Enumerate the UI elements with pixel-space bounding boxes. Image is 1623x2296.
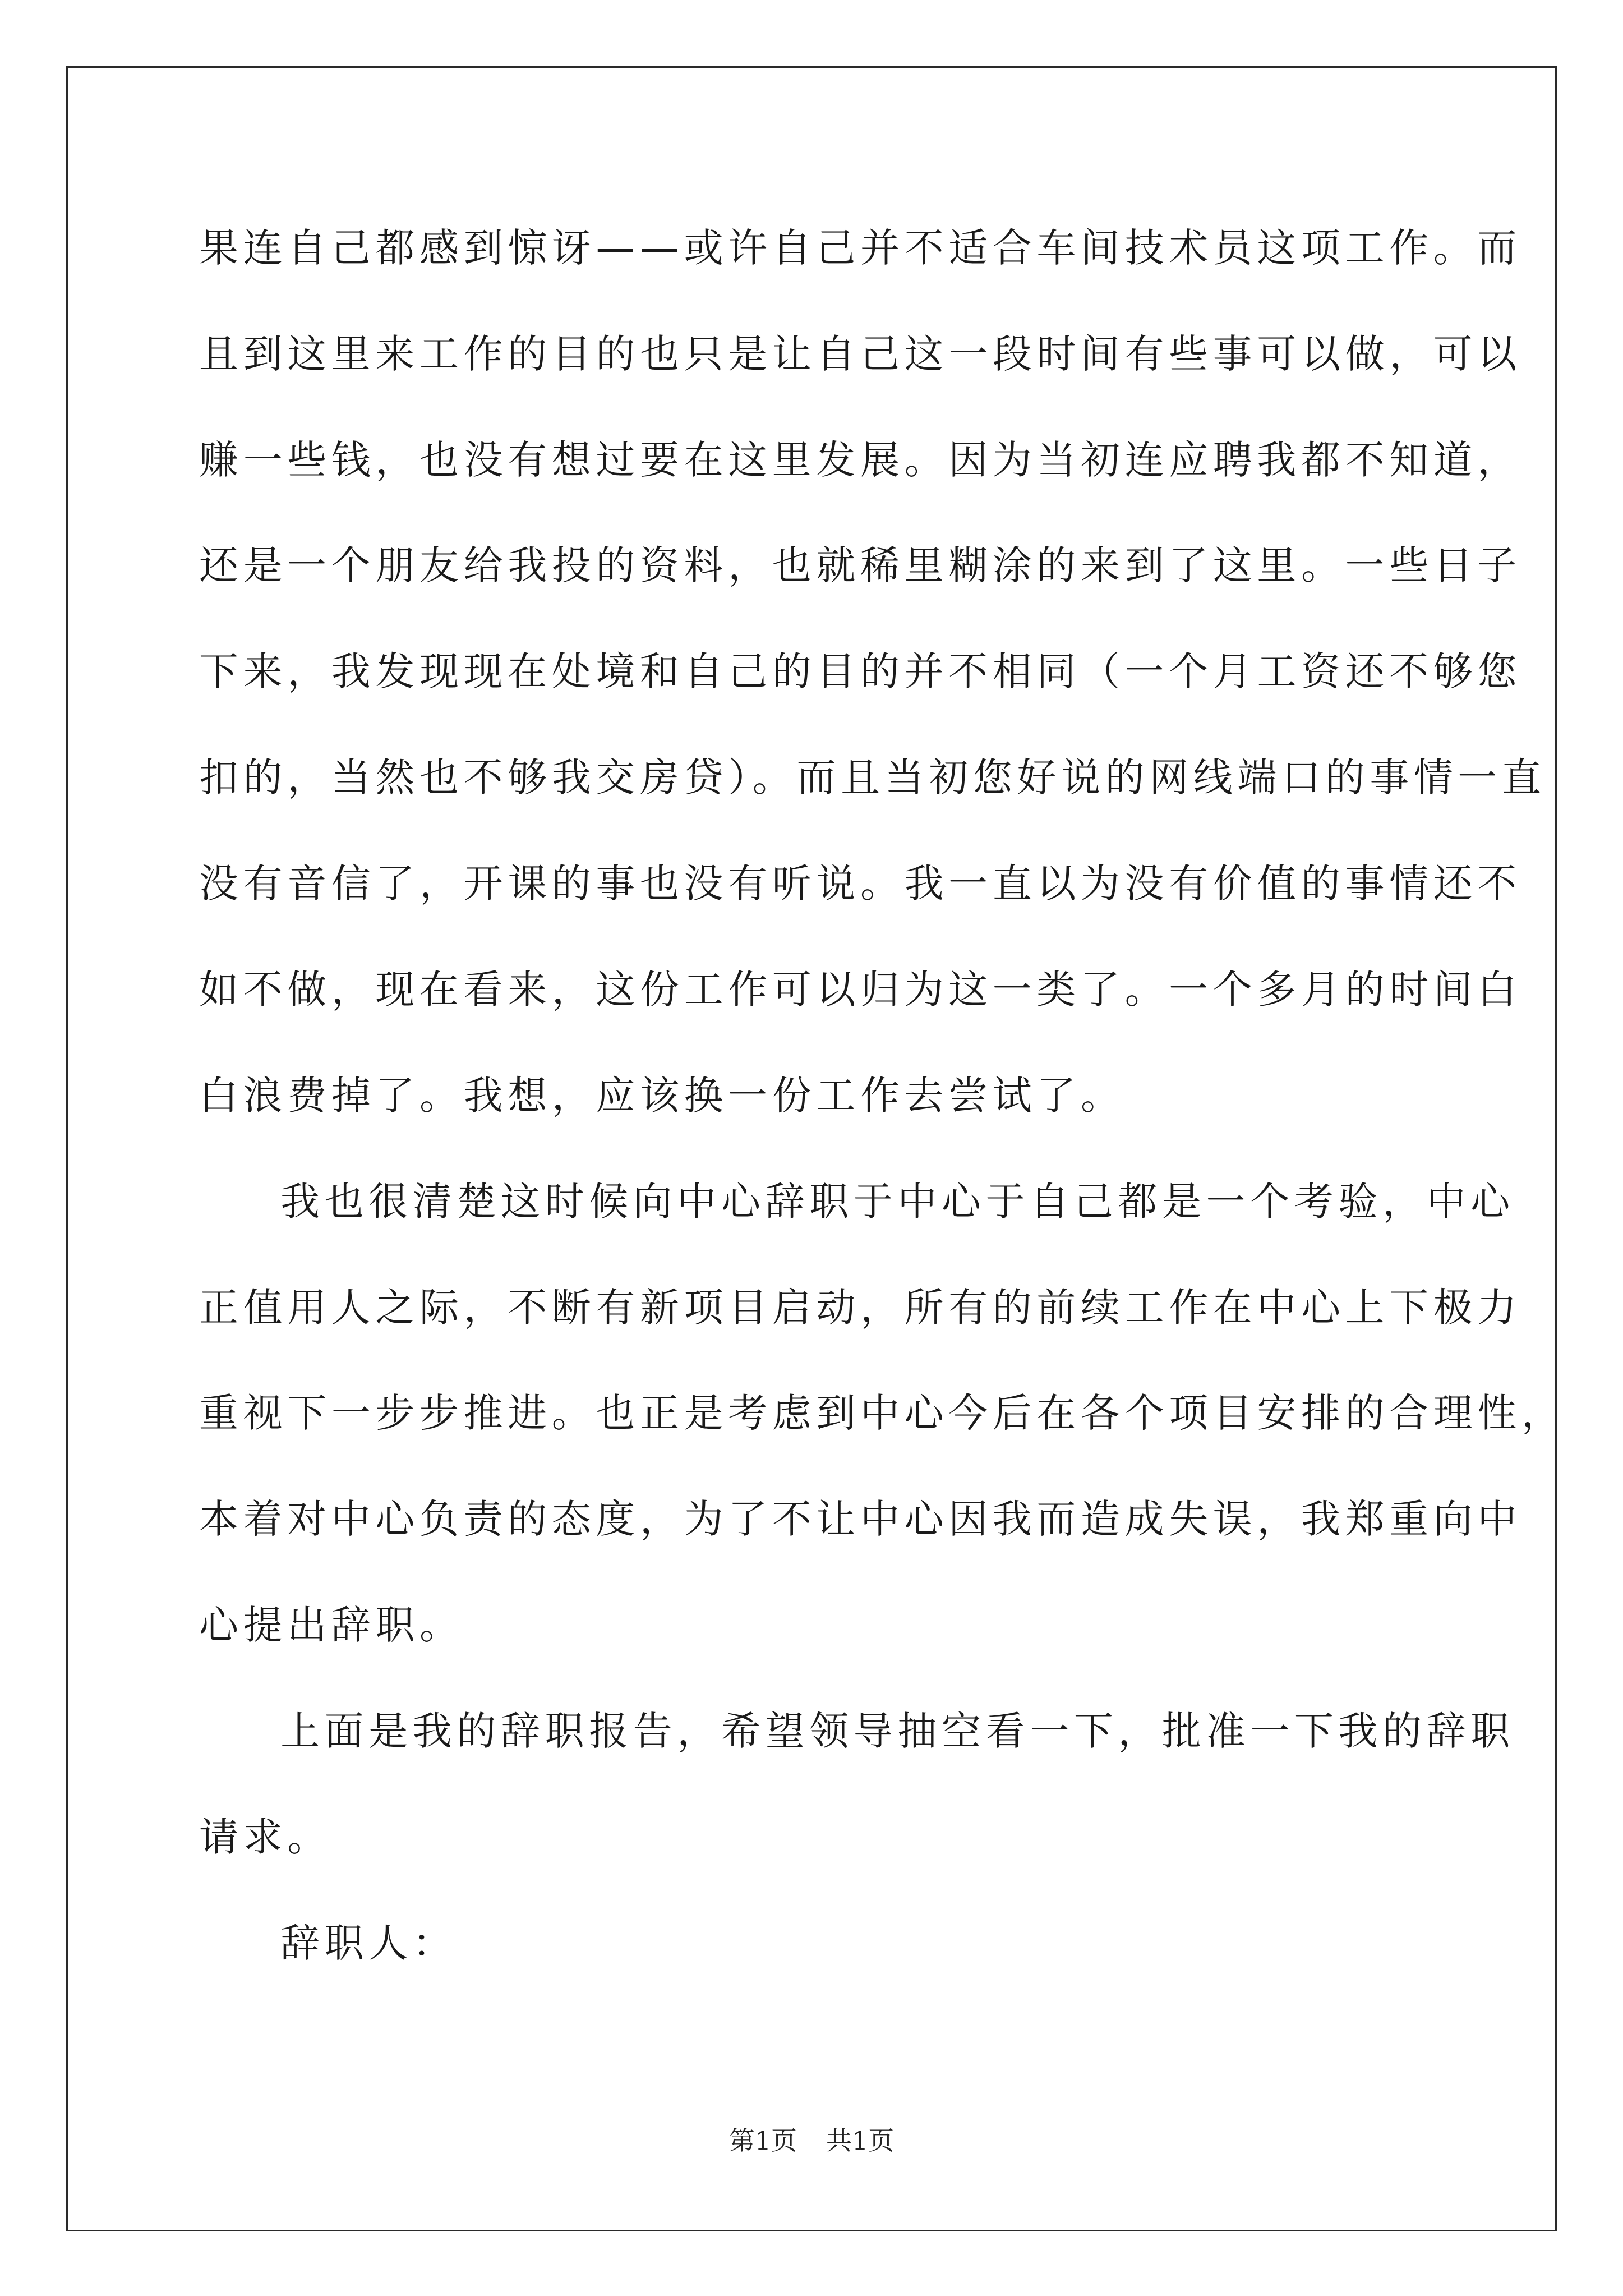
body-line-13: 本着对中心负责的态度，为了不让中心因我而造成失误，我郑重向中 — [199, 1496, 1521, 1542]
page-number-current: 第1页 — [728, 2125, 797, 2156]
body-line-6: 扣的，当然也不够我交房贷）。而且当初您好说的网线端口的事情一直 — [199, 754, 1546, 800]
body-line-15: 上面是我的辞职报告，希望领导抽空看一下，批准一下我的辞职 — [280, 1708, 1515, 1754]
body-line-12: 重视下一步步推进。也正是考虑到中心今后在各个项目安排的合理性， — [199, 1390, 1566, 1436]
body-line-8: 如不做，现在看来，这份工作可以归为这一类了。一个多月的时间白 — [199, 967, 1521, 1013]
body-line-5: 下来，我发现现在处境和自己的目的并不相同（一个月工资还不够您 — [199, 648, 1521, 694]
body-line-1: 果连自己都感到惊讶——或许自己并不适合车间技术员这项工作。而 — [199, 225, 1521, 271]
body-line-14: 心提出辞职。 — [199, 1602, 464, 1648]
body-line-3: 赚一些钱，也没有想过要在这里发展。因为当初连应聘我都不知道， — [199, 437, 1521, 483]
page-footer — [0, 2124, 1623, 2157]
page-number-total: 共1页 — [826, 2125, 895, 2156]
body-line-7: 没有音信了，开课的事也没有听说。我一直以为没有价值的事情还不 — [199, 861, 1521, 907]
body-line-10: 我也很清楚这时候向中心辞职于中心于自己都是一个考验，中心 — [280, 1179, 1515, 1225]
signature-label: 辞职人： — [280, 1920, 457, 1966]
body-line-9: 白浪费掉了。我想，应该换一份工作去尝试了。 — [199, 1073, 1125, 1119]
page-border — [66, 66, 1557, 2231]
body-line-4: 还是一个朋友给我投的资料，也就稀里糊涂的来到了这里。一些日子 — [199, 542, 1521, 588]
body-line-11: 正值用人之际，不断有新项目启动，所有的前续工作在中心上下极力 — [199, 1285, 1521, 1331]
body-line-16: 请求。 — [199, 1814, 331, 1860]
body-line-2: 且到这里来工作的目的也只是让自己这一段时间有些事可以做，可以 — [199, 331, 1521, 377]
